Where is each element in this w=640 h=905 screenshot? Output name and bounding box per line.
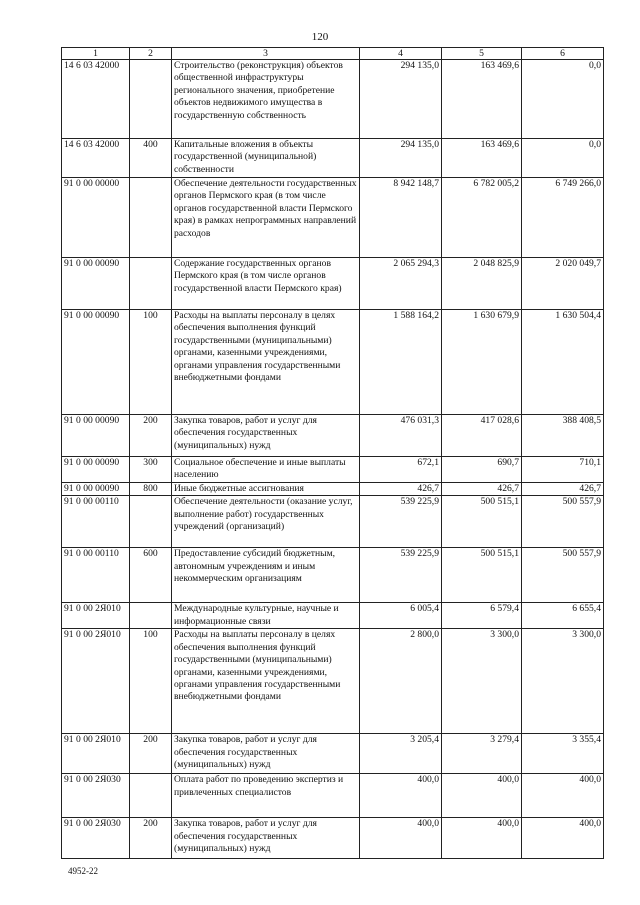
cell-classification-code: 91 0 00 00090	[62, 310, 130, 415]
cell-amount-col6: 2 020 049,7	[522, 258, 604, 310]
cell-amount-col4: 6 005,4	[360, 603, 442, 629]
cell-amount-col4: 3 205,4	[360, 734, 442, 774]
cell-expense-type: 400	[130, 139, 172, 178]
cell-amount-col4: 294 135,0	[360, 139, 442, 178]
cell-amount-col4: 400,0	[360, 774, 442, 818]
cell-amount-col6: 500 557,9	[522, 548, 604, 603]
cell-item-name: Предоставление субсидий бюджетным, автономным учреждениям и иным некоммерческим организациям	[172, 548, 360, 603]
cell-item-name: Иные бюджетные ассигнования	[172, 483, 360, 496]
header-col-1: 1	[62, 48, 130, 60]
header-col-5: 5	[442, 48, 522, 60]
cell-amount-col6: 6 655,4	[522, 603, 604, 629]
cell-amount-col5: 163 469,6	[442, 139, 522, 178]
cell-amount-col5: 6 579,4	[442, 603, 522, 629]
cell-item-name: Строительство (реконструкция) объектов общественной инфраструктуры регионального значения, приобретение объектов недвижимого имущества в государственную собственность	[172, 60, 360, 139]
cell-expense-type: 100	[130, 629, 172, 734]
cell-item-name: Содержание государственных органов Пермского края (в том числе органов государственной власти Пермского края)	[172, 258, 360, 310]
cell-amount-col5: 3 300,0	[442, 629, 522, 734]
table-row	[62, 496, 604, 548]
cell-item-name: Расходы на выплаты персоналу в целях обеспечения выполнения функций государственными (муниципальными) органами, казенными учреждениями, органами управления государственными внебюджетными фондами	[172, 310, 360, 415]
cell-amount-col5: 500 515,1	[442, 548, 522, 603]
cell-amount-col5: 417 028,6	[442, 415, 522, 457]
table-row	[62, 258, 604, 310]
cell-amount-col4: 2 800,0	[360, 629, 442, 734]
header-col-4: 4	[360, 48, 442, 60]
cell-expense-type	[130, 258, 172, 310]
cell-expense-type	[130, 603, 172, 629]
table-row	[62, 483, 604, 496]
cell-amount-col5: 400,0	[442, 818, 522, 859]
cell-classification-code: 14 6 03 42000	[62, 139, 130, 178]
table-row	[62, 774, 604, 818]
cell-amount-col6: 1 630 504,4	[522, 310, 604, 415]
cell-classification-code: 91 0 00 00090	[62, 483, 130, 496]
cell-item-name: Обеспечение деятельности государственных органов Пермского края (в том числе органов государственной власти Пермского края) в рамках непрограммных направлений расходов	[172, 178, 360, 258]
cell-amount-col6: 710,1	[522, 457, 604, 483]
cell-item-name: Закупка товаров, работ и услуг для обеспечения государственных (муниципальных) нужд	[172, 415, 360, 457]
cell-amount-col5: 1 630 679,9	[442, 310, 522, 415]
cell-classification-code: 91 0 00 2Я010	[62, 603, 130, 629]
cell-expense-type: 100	[130, 310, 172, 415]
cell-amount-col5: 3 279,4	[442, 734, 522, 774]
cell-amount-col6: 426,7	[522, 483, 604, 496]
cell-amount-col4: 294 135,0	[360, 60, 442, 139]
page-number: 120	[311, 31, 329, 43]
table-row	[62, 734, 604, 774]
table-row	[62, 139, 604, 178]
cell-classification-code: 91 0 00 2Я030	[62, 774, 130, 818]
cell-amount-col5: 400,0	[442, 774, 522, 818]
cell-classification-code: 91 0 00 00110	[62, 496, 130, 548]
cell-classification-code: 91 0 00 00000	[62, 178, 130, 258]
cell-classification-code: 91 0 00 00090	[62, 258, 130, 310]
cell-classification-code: 91 0 00 2Я010	[62, 629, 130, 734]
table-row	[62, 818, 604, 859]
cell-amount-col4: 539 225,9	[360, 548, 442, 603]
cell-amount-col6: 3 300,0	[522, 629, 604, 734]
cell-amount-col6: 400,0	[522, 774, 604, 818]
cell-expense-type: 200	[130, 818, 172, 859]
footer-code: 4952-22	[68, 866, 98, 876]
cell-amount-col4: 1 588 164,2	[360, 310, 442, 415]
table-row	[62, 457, 604, 483]
cell-item-name: Закупка товаров, работ и услуг для обеспечения государственных (муниципальных) нужд	[172, 818, 360, 859]
budget-table	[61, 47, 604, 859]
cell-classification-code: 14 6 03 42000	[62, 60, 130, 139]
table-row	[62, 603, 604, 629]
cell-amount-col5: 500 515,1	[442, 496, 522, 548]
header-col-6: 6	[522, 48, 604, 60]
cell-amount-col4: 426,7	[360, 483, 442, 496]
cell-amount-col5: 690,7	[442, 457, 522, 483]
cell-amount-col5: 2 048 825,9	[442, 258, 522, 310]
table-row	[62, 178, 604, 258]
cell-item-name: Оплата работ по проведению экспертиз и привлеченных специалистов	[172, 774, 360, 818]
cell-amount-col6: 500 557,9	[522, 496, 604, 548]
cell-expense-type	[130, 774, 172, 818]
cell-classification-code: 91 0 00 2Я030	[62, 818, 130, 859]
cell-item-name: Расходы на выплаты персоналу в целях обеспечения выполнения функций государственными (муниципальными) органами, казенными учреждениями, органами управления государственными внебюджетными фондами	[172, 629, 360, 734]
cell-classification-code: 91 0 00 00110	[62, 548, 130, 603]
table-row	[62, 415, 604, 457]
cell-amount-col6: 6 749 266,0	[522, 178, 604, 258]
cell-expense-type	[130, 496, 172, 548]
cell-amount-col6: 0,0	[522, 60, 604, 139]
header-row	[62, 48, 604, 60]
cell-amount-col4: 672,1	[360, 457, 442, 483]
cell-classification-code: 91 0 00 00090	[62, 457, 130, 483]
cell-expense-type	[130, 60, 172, 139]
cell-item-name: Международные культурные, научные и информационные связи	[172, 603, 360, 629]
cell-classification-code: 91 0 00 00090	[62, 415, 130, 457]
cell-amount-col6: 0,0	[522, 139, 604, 178]
cell-item-name: Капитальные вложения в объекты государственной (муниципальной) собственности	[172, 139, 360, 178]
table-row	[62, 629, 604, 734]
table-row	[62, 60, 604, 139]
table-row	[62, 548, 604, 603]
cell-amount-col4: 476 031,3	[360, 415, 442, 457]
header-col-2: 2	[130, 48, 172, 60]
cell-amount-col6: 3 355,4	[522, 734, 604, 774]
cell-expense-type: 300	[130, 457, 172, 483]
cell-expense-type: 600	[130, 548, 172, 603]
cell-item-name: Закупка товаров, работ и услуг для обеспечения государственных (муниципальных) нужд	[172, 734, 360, 774]
cell-amount-col4: 8 942 148,7	[360, 178, 442, 258]
header-col-3: 3	[172, 48, 360, 60]
cell-amount-col4: 2 065 294,3	[360, 258, 442, 310]
cell-expense-type	[130, 178, 172, 258]
cell-expense-type: 200	[130, 415, 172, 457]
cell-amount-col4: 400,0	[360, 818, 442, 859]
cell-amount-col5: 6 782 005,2	[442, 178, 522, 258]
cell-amount-col5: 163 469,6	[442, 60, 522, 139]
cell-item-name: Обеспечение деятельности (оказание услуг, выполнение работ) государственных учреждений (организаций)	[172, 496, 360, 548]
cell-amount-col6: 400,0	[522, 818, 604, 859]
cell-expense-type: 800	[130, 483, 172, 496]
cell-expense-type: 200	[130, 734, 172, 774]
cell-amount-col4: 539 225,9	[360, 496, 442, 548]
cell-amount-col6: 388 408,5	[522, 415, 604, 457]
cell-amount-col5: 426,7	[442, 483, 522, 496]
cell-classification-code: 91 0 00 2Я010	[62, 734, 130, 774]
table-row	[62, 310, 604, 415]
cell-item-name: Социальное обеспечение и иные выплаты населению	[172, 457, 360, 483]
